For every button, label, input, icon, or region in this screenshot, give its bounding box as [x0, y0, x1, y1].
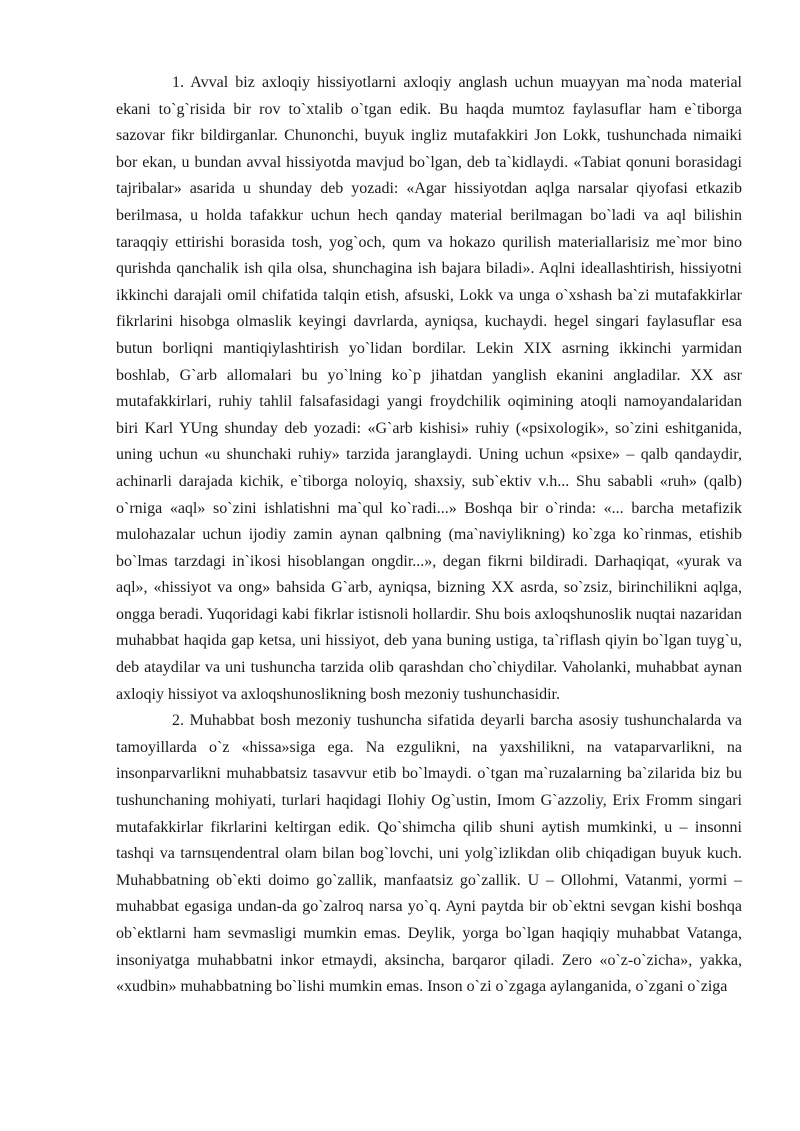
paragraph-2: 2. Muhabbat bosh mezoniy tushuncha sifatida deyarli barcha asosiy tushunchalarda va tamoyillarda o`z «hissa»siga ega. Na ezgulikni, na yaxshilikni, na vataparvarlikni, na insonparvarlikni muhabbatsiz tasavvur etib bo`lmaydi. o`tgan ma`ruzalarning ba`zilarida biz bu tushunchaning mohiyati, turlari haqidagi Ilohiy Og`ustin, Imom G`azzoliy, Erix Fromm singari mutafakkirlar fikrlarini keltirgan edik. Qo`shimcha qilib shuni aytish mumkinki, u – insonni tashqi va tarnsцendentral olam bilan bog`lovchi, uni yolg`izlikdan olib chiqadigan buyuk kuch. Muhabbatning ob`ekti doimo go`zallik, manfaatsiz go`zallik. U – Ollohmi, Vatanmi, yormi – muhabbat egasiga undan-da go`zalroq narsa yo`q. Ayni paytda bir ob`ektni sevgan kishi boshqa ob`ektlarni ham sevmasligi mumkin emas. Deylik, yorga bo`lgan haqiqiy muhabbat Vatanga, insoniyatga muhabbatni inkor etmaydi, aksincha, barqaror qiladi. Zero «o`z-o`zicha», yakka, «xudbin» muhabbatning bo`lishi mumkin emas. Inson o`zi o`zgaga aylanganida, o`zgani o`ziga — [116, 712, 742, 996]
paragraph-1: 1. Avval biz axloqiy hissiyotlarni axloqiy anglash uchun muayyan ma`noda material ekani to`g`risida bir rov to`xtalib o`tgan edik. Bu haqda mumtoz faylasuflar ham e`tiborga sazovar fikr bildirganlar. Chunonchi, buyuk ingliz mutafakkiri Jon Lokk, tushunchada nimaiki bor ekan, u bundan avval hissiyotda mavjud bo`lgan, deb ta`kidlaydi. «Tabiat qonuni borasidagi tajribalar» asarida u shunday deb yozadi: «Agar hissiyotdan aqlga narsalar qiyofasi etkazib berilmasa, u holda tafakkur uchun hech qanday material berilmagan bo`ladi va aql bilishin taraqqiy ettirishi borasida tosh, yog`och, qum va hokazo qurilish materiallarisiz me`mor bino qurishda qanchalik ish qila olsa, shunchagina ish bajara biladi». Aqlni ideallashtirish, hissiyotni ikkinchi darajali omil chifatida talqin etish, afsuski, Lokk va unga o`xshash ba`zi mutafakkirlar fikrlarini hisobga olmaslik keyingi davrlarda, ayniqsa, kuchaydi. hegel singari faylasuflar esa butun borliqni mantiqiylashtirish yo`lidan bordilar. Lekin XIX asrning ikkinchi yarmidan boshlab, G`arb allomalari bu yo`lning ko`p jihatdan yanglish ekanini angladilar. XX asr mutafakkirlari, ruhiy tahlil falsafasidagi yangi froydchilik oqimining atoqli namoyandalaridan biri Karl YUng shunday deb yozadi: «G`arb kishisi» ruhiy («psixologik», so`zini eshitganida, uning uchun «u shunchaki ruhiy» tarzida jaranglaydi. Uning uchun «psixe» – qalb qandaydir, achinarli darajada kichik, e`tiborga noloyiq, shaxsiy, sub`ektiv v.h... Shu sababli «ruh» (qalb) o`rniga «aql» so`zini ishlatishni ma`qul ko`radi...» Boshqa bir o`rinda: «... barcha metafizik mulohazalar uchun ijodiy zamin aynan qalbning (ma`naviylikning) ko`zga ko`rinmas, etishib bo`lmas tarzdagi in`ikosi hisoblangan ongdir...», degan fikrni bildiradi. Darhaqiqat, «yurak va aql», «hissiyot va ong» bahsida G`arb, ayniqsa, bizning XX asrda, so`zsiz, birinchilikni aqlga, ongga beradi. Yuqoridagi kabi fikrlar istisnoli hollardir. Shu bois axloqshunoslik nuqtai nazaridan muhabbat haqida gap ketsa, uni hissiyot, deb yana buning ustiga, ta`riflash qiyin bo`lgan tuyg`u, deb ataydilar va uni tushuncha tarzida olib qarashdan cho`chiydilar. Vaholanki, muhabbat aynan axloqiy hissiyot va axloqshunoslikning bosh mezoniy tushunchasidir. — [116, 74, 742, 703]
